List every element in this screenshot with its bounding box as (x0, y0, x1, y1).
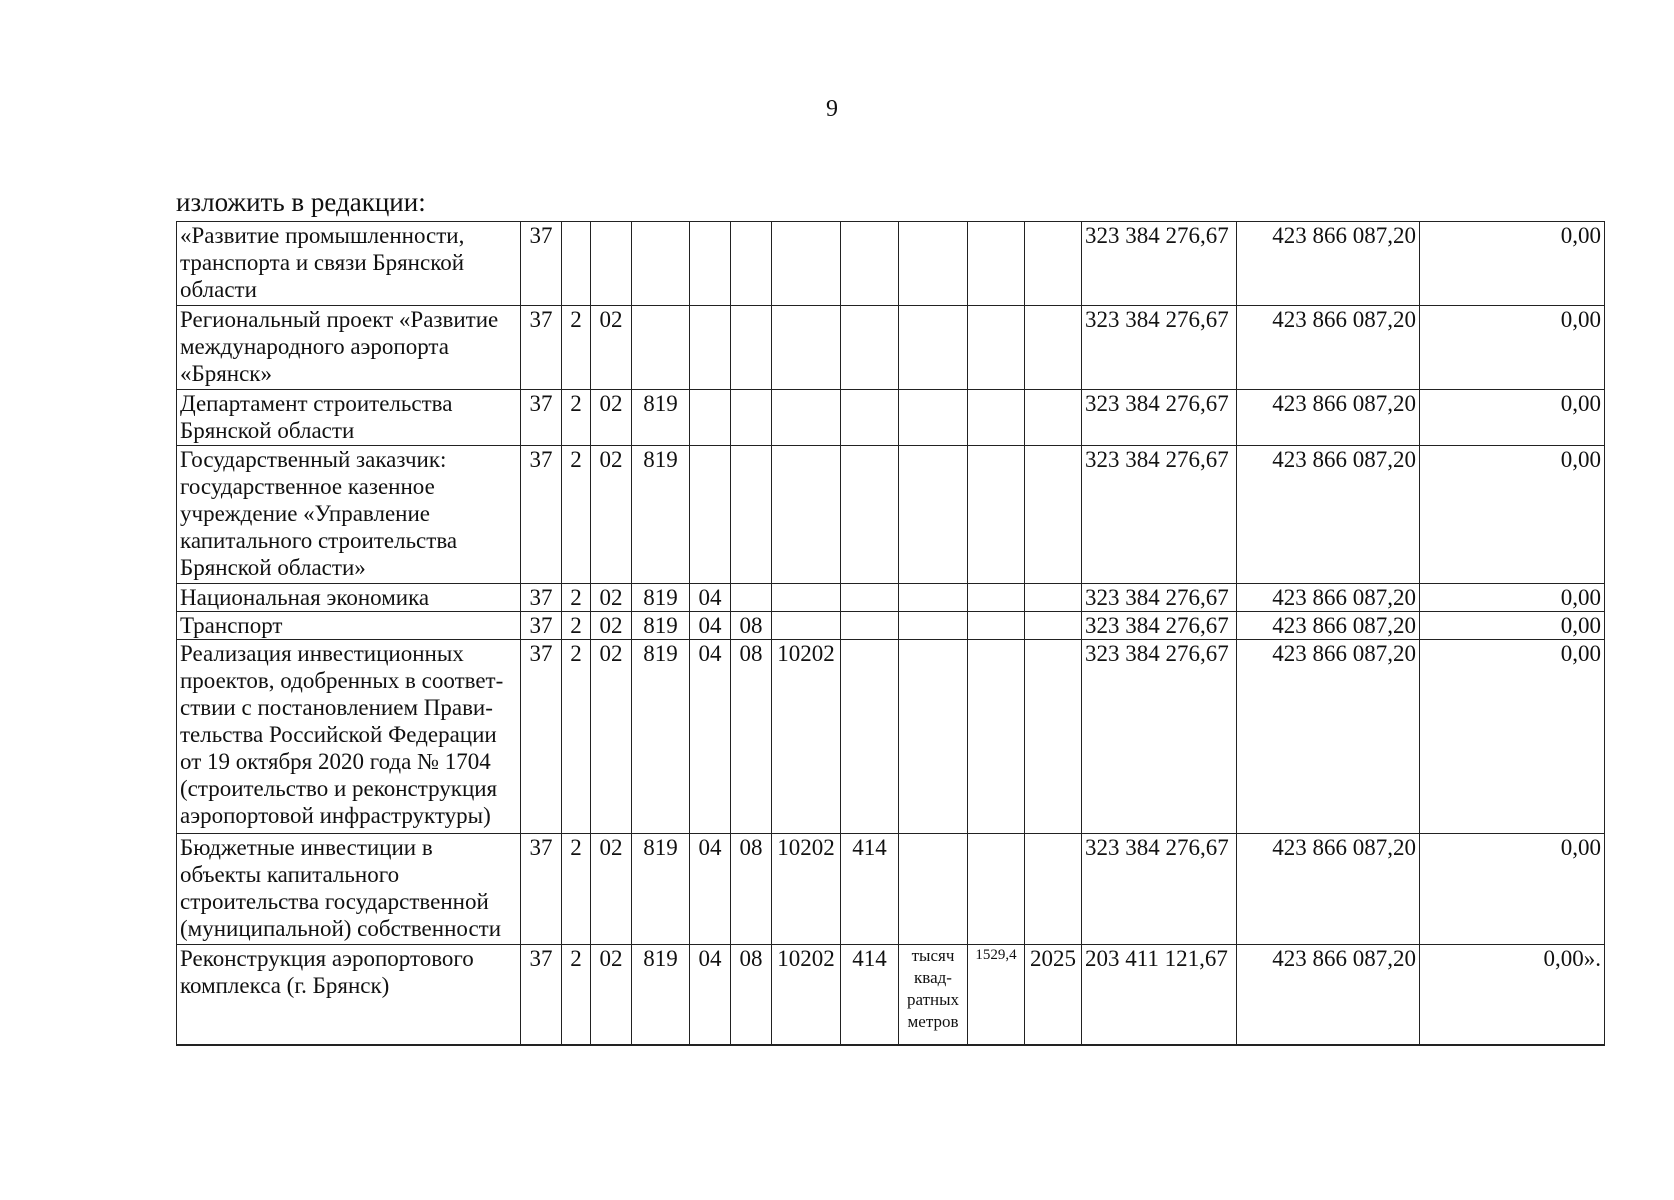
amount-1-cell: 323 384 276,67 (1082, 834, 1237, 945)
section-code-cell (690, 306, 731, 390)
program-name-cell: Реконструкция аэропортового комплекса (г. Брянск) (177, 945, 521, 1045)
amount-2-cell: 423 866 087,20 (1237, 584, 1420, 612)
year-cell (1025, 306, 1082, 390)
amount-2-cell: 423 866 087,20 (1237, 222, 1420, 306)
expense-type-code-cell: 414 (841, 945, 899, 1045)
program-code-cell: 37 (521, 390, 562, 446)
program-code-cell: 37 (521, 612, 562, 640)
expense-type-code-cell (841, 446, 899, 584)
program-name-cell: Реализация инвестиционных проектов, одобренных в соответ-ствии с постановлением Прави-тельства Российской Федерации от 19 октября 2020 года № 1704 (строительство и реконструкция аэропортовой инфраструктуры) (177, 640, 521, 834)
amount-3-cell: 0,00 (1420, 612, 1605, 640)
program-name-cell: Государственный заказчик: государственное казенное учреждение «Управление капитального строительства Брянской области» (177, 446, 521, 584)
subsection-code-cell (731, 584, 772, 612)
department-code-cell (632, 306, 690, 390)
amount-1-cell: 323 384 276,67 (1082, 306, 1237, 390)
subsection-code-cell: 08 (731, 945, 772, 1045)
target-item-code-cell: 10202 (772, 640, 841, 834)
capacity-cell (968, 640, 1025, 834)
amount-1-cell: 323 384 276,67 (1082, 584, 1237, 612)
program-name-cell: Транспорт (177, 612, 521, 640)
amount-2-cell: 423 866 087,20 (1237, 446, 1420, 584)
expense-type-code-cell (841, 640, 899, 834)
expense-type-code-cell (841, 306, 899, 390)
expense-type-code-cell (841, 390, 899, 446)
expense-type-code-cell (841, 584, 899, 612)
amount-2-cell: 423 866 087,20 (1237, 834, 1420, 945)
capacity-cell (968, 306, 1025, 390)
department-code-cell: 819 (632, 584, 690, 612)
year-cell (1025, 584, 1082, 612)
subsection-code-cell: 08 (731, 640, 772, 834)
program-name-cell: Национальная экономика (177, 584, 521, 612)
section-code-cell (690, 222, 731, 306)
subsection-code-cell (731, 222, 772, 306)
subprogram-code-cell: 2 (562, 390, 591, 446)
section-code-cell: 04 (690, 584, 731, 612)
target-item-code-cell: 10202 (772, 834, 841, 945)
capacity-cell (968, 446, 1025, 584)
year-cell (1025, 222, 1082, 306)
capacity-cell: 1529,4 (968, 945, 1025, 1045)
expense-type-code-cell: 414 (841, 834, 899, 945)
project-code-cell: 02 (591, 306, 632, 390)
amount-2-cell: 423 866 087,20 (1237, 640, 1420, 834)
program-code-cell: 37 (521, 640, 562, 834)
section-code-cell: 04 (690, 834, 731, 945)
project-code-cell (591, 222, 632, 306)
project-code-cell: 02 (591, 584, 632, 612)
capacity-cell (968, 390, 1025, 446)
capacity-cell (968, 834, 1025, 945)
department-code-cell (632, 222, 690, 306)
program-name-cell: «Развитие промышленности, транспорта и связи Брянской области (177, 222, 521, 306)
unit-cell (899, 640, 968, 834)
target-item-code-cell (772, 390, 841, 446)
amount-1-cell: 323 384 276,67 (1082, 446, 1237, 584)
program-code-cell: 37 (521, 584, 562, 612)
budget-table (176, 221, 1605, 1046)
table-row (177, 640, 1605, 834)
unit-cell (899, 612, 968, 640)
expense-type-code-cell (841, 612, 899, 640)
target-item-code-cell (772, 584, 841, 612)
unit-cell (899, 390, 968, 446)
amount-3-cell: 0,00». (1420, 945, 1605, 1045)
project-code-cell: 02 (591, 612, 632, 640)
target-item-code-cell (772, 222, 841, 306)
amount-3-cell: 0,00 (1420, 834, 1605, 945)
subsection-code-cell: 08 (731, 834, 772, 945)
capacity-cell (968, 612, 1025, 640)
table-row (177, 222, 1605, 306)
program-name-cell: Региональный проект «Развитие международного аэропорта «Брянск» (177, 306, 521, 390)
program-code-cell: 37 (521, 446, 562, 584)
program-code-cell: 37 (521, 945, 562, 1045)
program-name-cell: Департамент строительства Брянской области (177, 390, 521, 446)
table-row (177, 612, 1605, 640)
project-code-cell: 02 (591, 945, 632, 1045)
subsection-code-cell (731, 390, 772, 446)
unit-cell (899, 222, 968, 306)
section-code-cell: 04 (690, 612, 731, 640)
amount-1-cell: 323 384 276,67 (1082, 640, 1237, 834)
intro-text: изложить в редакции: (176, 187, 426, 217)
section-code-cell (690, 446, 731, 584)
capacity-cell (968, 584, 1025, 612)
amount-3-cell: 0,00 (1420, 446, 1605, 584)
department-code-cell: 819 (632, 834, 690, 945)
amount-3-cell: 0,00 (1420, 222, 1605, 306)
year-cell (1025, 446, 1082, 584)
amount-2-cell: 423 866 087,20 (1237, 612, 1420, 640)
program-code-cell: 37 (521, 834, 562, 945)
amount-3-cell: 0,00 (1420, 306, 1605, 390)
project-code-cell: 02 (591, 446, 632, 584)
amount-3-cell: 0,00 (1420, 640, 1605, 834)
subsection-code-cell (731, 306, 772, 390)
year-cell (1025, 640, 1082, 834)
amount-2-cell: 423 866 087,20 (1237, 945, 1420, 1045)
subprogram-code-cell: 2 (562, 834, 591, 945)
section-code-cell (690, 390, 731, 446)
amount-2-cell: 423 866 087,20 (1237, 390, 1420, 446)
subprogram-code-cell: 2 (562, 584, 591, 612)
table-row (177, 306, 1605, 390)
amount-1-cell: 323 384 276,67 (1082, 612, 1237, 640)
section-code-cell: 04 (690, 945, 731, 1045)
amount-3-cell: 0,00 (1420, 390, 1605, 446)
amount-3-cell: 0,00 (1420, 584, 1605, 612)
year-cell (1025, 390, 1082, 446)
target-item-code-cell (772, 612, 841, 640)
subprogram-code-cell: 2 (562, 945, 591, 1045)
project-code-cell: 02 (591, 834, 632, 945)
program-code-cell: 37 (521, 306, 562, 390)
department-code-cell: 819 (632, 612, 690, 640)
project-code-cell: 02 (591, 390, 632, 446)
project-code-cell: 02 (591, 640, 632, 834)
department-code-cell: 819 (632, 640, 690, 834)
subprogram-code-cell: 2 (562, 446, 591, 584)
department-code-cell: 819 (632, 446, 690, 584)
unit-cell (899, 834, 968, 945)
subprogram-code-cell (562, 222, 591, 306)
page-number: 9 (826, 96, 838, 122)
unit-cell (899, 584, 968, 612)
table-row (177, 945, 1605, 1045)
subprogram-code-cell: 2 (562, 306, 591, 390)
department-code-cell: 819 (632, 945, 690, 1045)
amount-2-cell: 423 866 087,20 (1237, 306, 1420, 390)
year-cell (1025, 834, 1082, 945)
subprogram-code-cell: 2 (562, 612, 591, 640)
table-row (177, 390, 1605, 446)
amount-1-cell: 203 411 121,67 (1082, 945, 1237, 1045)
program-code-cell: 37 (521, 222, 562, 306)
year-cell: 2025 (1025, 945, 1082, 1045)
amount-1-cell: 323 384 276,67 (1082, 390, 1237, 446)
program-name-cell: Бюджетные инвестиции в объекты капитального строительства государственной (муниципальной) собственности (177, 834, 521, 945)
table-row (177, 834, 1605, 945)
subsection-code-cell: 08 (731, 612, 772, 640)
table-row (177, 584, 1605, 612)
target-item-code-cell (772, 446, 841, 584)
unit-cell: тысяч квад-ратных метров (899, 945, 968, 1045)
subsection-code-cell (731, 446, 772, 584)
year-cell (1025, 612, 1082, 640)
table-row (177, 446, 1605, 584)
target-item-code-cell: 10202 (772, 945, 841, 1045)
expense-type-code-cell (841, 222, 899, 306)
unit-cell (899, 446, 968, 584)
amount-1-cell: 323 384 276,67 (1082, 222, 1237, 306)
department-code-cell: 819 (632, 390, 690, 446)
capacity-cell (968, 222, 1025, 306)
subprogram-code-cell: 2 (562, 640, 591, 834)
section-code-cell: 04 (690, 640, 731, 834)
unit-cell (899, 306, 968, 390)
target-item-code-cell (772, 306, 841, 390)
